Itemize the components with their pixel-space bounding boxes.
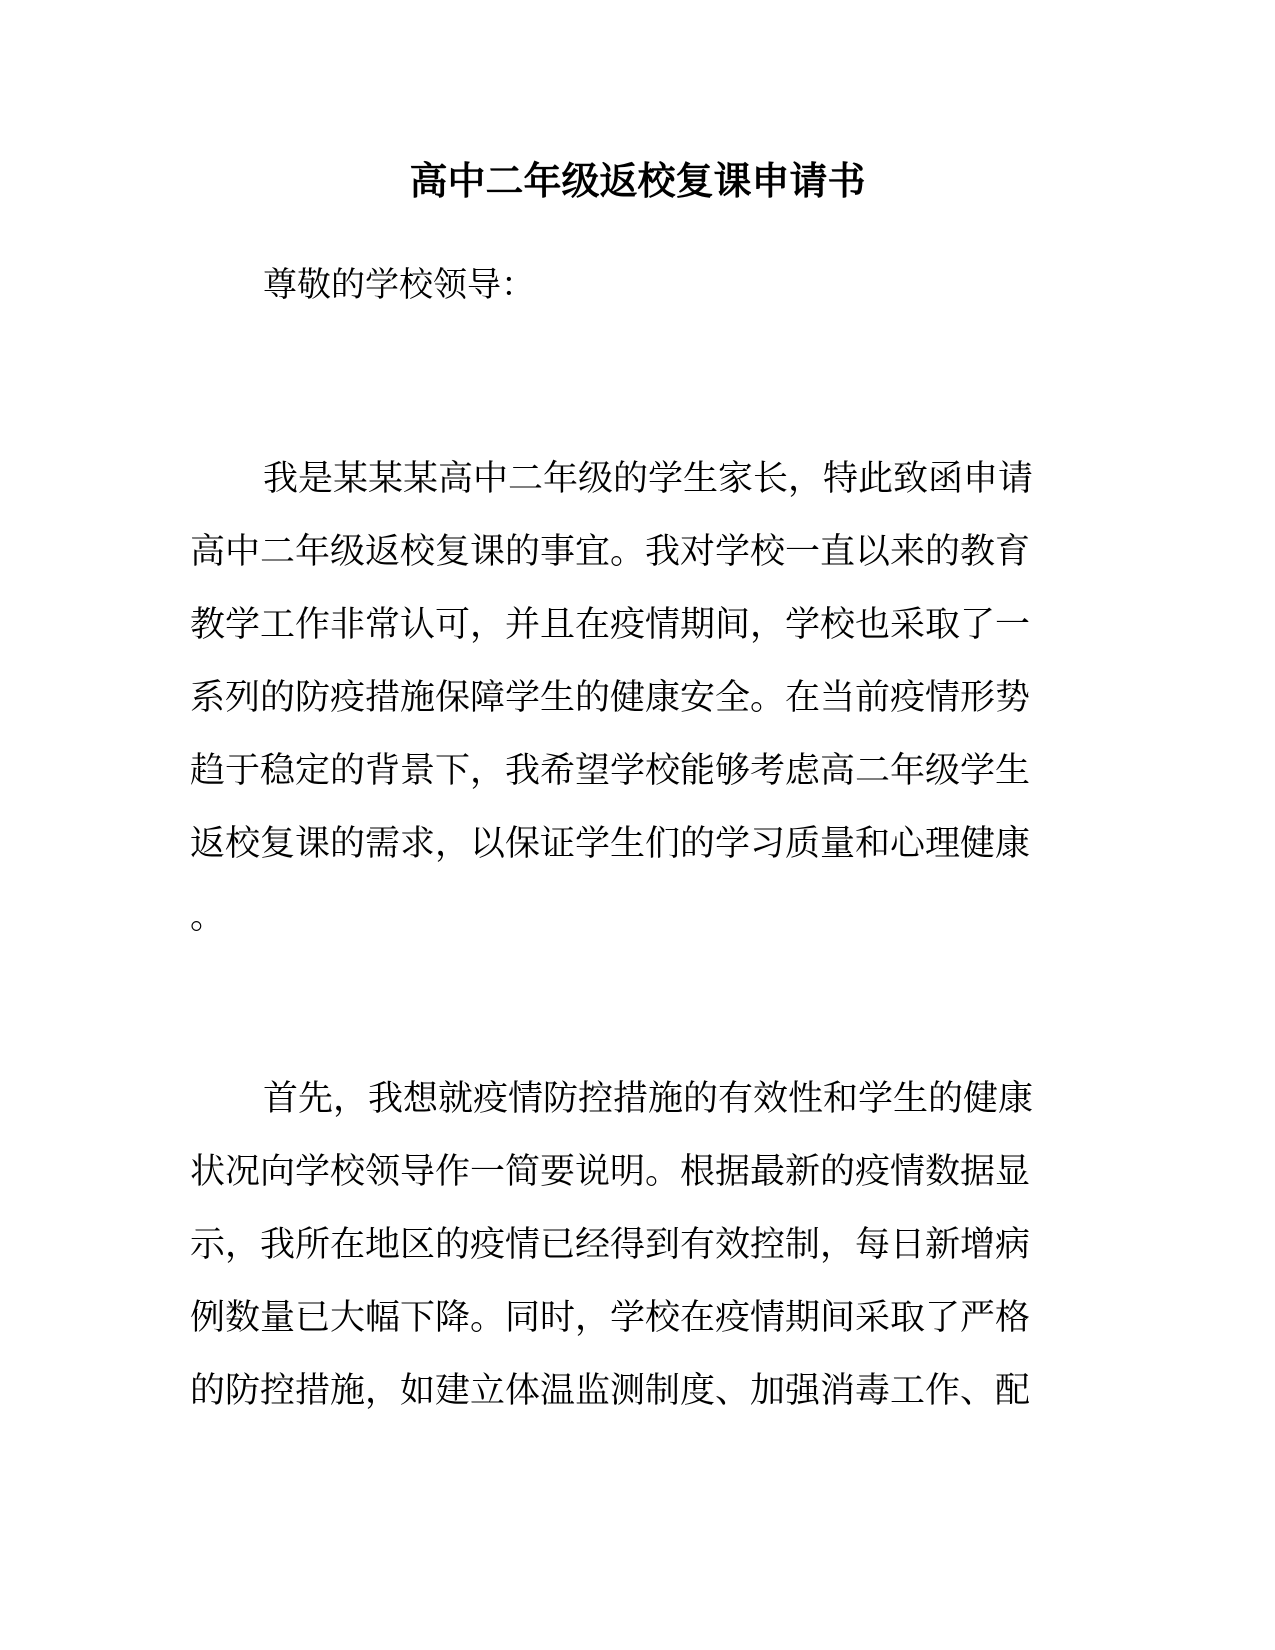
paragraph-line: 首先，我想就疫情防控措施的有效性和学生的健康 <box>263 1079 1034 1119</box>
paragraph-line: 。 <box>190 897 226 937</box>
paragraph-line: 系列的防疫措施保障学生的健康安全。在当前疫情形势 <box>190 678 1031 718</box>
document-title: 高中二年级返校复课申请书 <box>409 159 866 203</box>
paragraph-1 <box>190 443 1090 954</box>
paragraph-line: 返校复课的需求，以保证学生们的学习质量和心理健康 <box>190 824 1031 864</box>
paragraph-line: 趋于稳定的背景下，我希望学校能够考虑高二年级学生 <box>190 751 1031 791</box>
paragraph-line: 例数量已大幅下降。同时，学校在疫情期间采取了严格 <box>190 1298 1031 1338</box>
paragraph-line: 我是某某某高中二年级的学生家长，特此致函申请 <box>263 459 1034 499</box>
paragraph-line: 高中二年级返校复课的事宜。我对学校一直以来的教育 <box>190 532 1031 572</box>
paragraph-line: 的防控措施，如建立体温监测制度、加强消毒工作、配 <box>190 1371 1031 1411</box>
paragraph-line: 状况向学校领导作一简要说明。根据最新的疫情数据显 <box>190 1152 1031 1192</box>
paragraph-2 <box>190 1063 1090 1428</box>
paragraph-line: 示，我所在地区的疫情已经得到有效控制，每日新增病 <box>190 1225 1031 1265</box>
paragraph-line: 教学工作非常认可，并且在疫情期间，学校也采取了一 <box>190 605 1031 645</box>
salutation: 尊敬的学校领导： <box>263 265 535 305</box>
